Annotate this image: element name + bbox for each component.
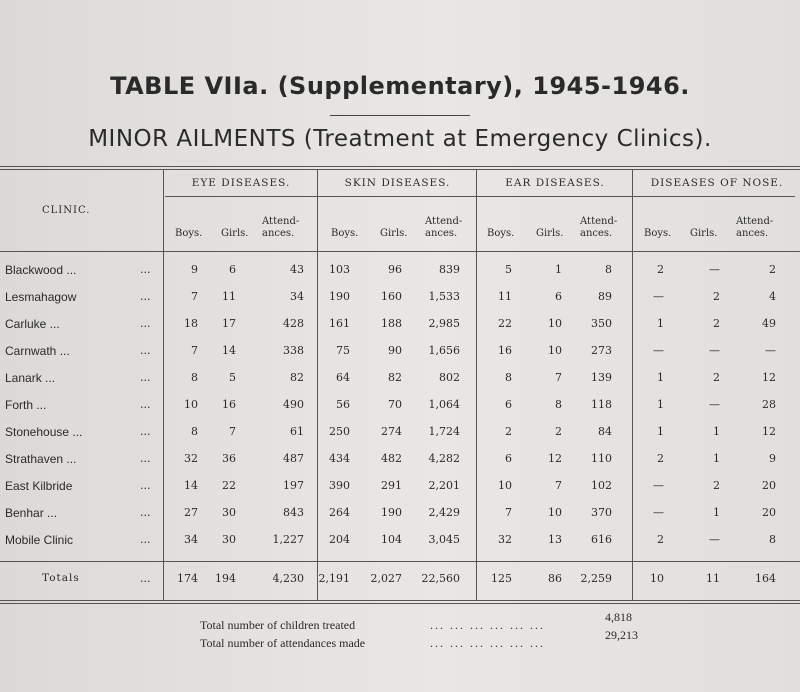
table-cell: 434 (329, 452, 350, 465)
footer-attendances-dots: ... ... ... ... ... ... (430, 636, 545, 650)
table-cell: 482 (381, 452, 402, 465)
ear-diseases-header: EAR DISEASES. (505, 177, 605, 189)
section-header-rule (165, 196, 795, 197)
boys-subheader: Boys. (487, 228, 515, 239)
leader-dots: ... (140, 452, 151, 465)
table-cell: 487 (283, 452, 304, 465)
table-cell: 6 (555, 290, 562, 303)
clinic-name: Mobile Clinic (5, 533, 74, 547)
totals-row (0, 572, 800, 592)
table-cell: 338 (283, 344, 304, 357)
table-cell: 118 (591, 398, 612, 411)
table-cell: — (653, 479, 664, 492)
table-cell: 8 (605, 263, 612, 276)
table-cell: — (765, 344, 776, 357)
attendances-subheader: Attend- (425, 216, 463, 227)
table-cell: 20 (762, 506, 776, 519)
table-row (0, 479, 800, 499)
table-cell: 7 (505, 506, 512, 519)
footer-attendances-value: 29,213 (605, 628, 638, 642)
clinic-name: Carnwath ... (5, 344, 70, 358)
table-cell: — (709, 263, 720, 276)
table-cell: 11 (222, 290, 236, 303)
table-cell: 27 (184, 506, 198, 519)
table-cell: 2,985 (428, 317, 460, 330)
table-cell: 49 (762, 317, 776, 330)
table-cell: 61 (290, 425, 304, 438)
table-cell: 174 (177, 572, 198, 585)
table-cell: 2 (713, 371, 720, 384)
clinic-column-header: CLINIC. (42, 205, 91, 216)
table-bottom-rule-2 (0, 603, 800, 604)
table-cell: 82 (290, 371, 304, 384)
table-cell: 102 (591, 479, 612, 492)
table-cell: — (653, 290, 664, 303)
clinic-name: Lanark ... (5, 371, 56, 385)
clinic-name: Benhar ... (5, 506, 58, 520)
table-cell: 34 (290, 290, 304, 303)
table-cell: 12 (548, 452, 562, 465)
table-cell: 7 (555, 371, 562, 384)
attendances-subheader: Attend- (262, 216, 300, 227)
table-cell: 1 (657, 425, 664, 438)
leader-dots: ... (140, 371, 151, 384)
table-cell: 6 (229, 263, 236, 276)
table-cell: 490 (283, 398, 304, 411)
table-cell: 188 (381, 317, 402, 330)
table-cell: 291 (381, 479, 402, 492)
table-cell: 161 (329, 317, 350, 330)
boys-subheader: Boys. (175, 228, 203, 239)
girls-subheader: Girls. (380, 228, 408, 239)
leader-dots: ... (140, 479, 151, 492)
clinic-name: Forth ... (5, 398, 47, 412)
table-row (0, 398, 800, 418)
table-cell: 8 (191, 371, 198, 384)
leader-dots: ... (140, 317, 151, 330)
table-cell: 1 (713, 452, 720, 465)
boys-subheader: Boys. (644, 228, 672, 239)
leader-dots: ... (140, 533, 151, 546)
table-cell: 10 (548, 317, 562, 330)
table-cell: 3,045 (428, 533, 460, 546)
girls-subheader: Girls. (690, 228, 718, 239)
table-cell: 250 (329, 425, 350, 438)
table-cell: 64 (336, 371, 350, 384)
table-cell: 17 (222, 317, 236, 330)
table-cell: 6 (505, 398, 512, 411)
table-row (0, 371, 800, 391)
table-cell: 89 (598, 290, 612, 303)
table-cell: 10 (184, 398, 198, 411)
table-cell: 8 (769, 533, 776, 546)
table-cell: 34 (184, 533, 198, 546)
table-cell: 104 (381, 533, 402, 546)
table-top-rule (0, 166, 800, 167)
table-cell: 197 (283, 479, 304, 492)
table-cell: 16 (222, 398, 236, 411)
table-cell: 8 (505, 371, 512, 384)
table-cell: 139 (591, 371, 612, 384)
table-cell: 264 (329, 506, 350, 519)
footer-children-dots: ... ... ... ... ... ... (430, 618, 545, 632)
table-cell: 1 (713, 506, 720, 519)
table-cell: 273 (591, 344, 612, 357)
clinic-name: Blackwood ... (5, 263, 77, 277)
table-cell: 2,259 (580, 572, 612, 585)
clinic-name: Stonehouse ... (5, 425, 83, 439)
table-cell: 164 (755, 572, 776, 585)
table-top-rule-2 (0, 169, 800, 170)
table-cell: 13 (548, 533, 562, 546)
table-cell: 14 (222, 344, 236, 357)
totals-top-rule (0, 561, 800, 562)
table-row (0, 452, 800, 472)
table-row (0, 425, 800, 445)
table-cell: 2 (505, 425, 512, 438)
leader-dots: ... (140, 290, 151, 303)
table-cell: 7 (229, 425, 236, 438)
attendances-subheader: Attend- (580, 216, 618, 227)
table-cell: 7 (191, 290, 198, 303)
leader-dots: ... (140, 263, 151, 276)
table-cell: 16 (498, 344, 512, 357)
table-cell: 190 (381, 506, 402, 519)
clinic-name: Lesmahagow (5, 290, 77, 304)
table-cell: 2 (713, 317, 720, 330)
table-cell: 370 (591, 506, 612, 519)
table-cell: 22 (222, 479, 236, 492)
table-cell: 43 (290, 263, 304, 276)
table-cell: 103 (329, 263, 350, 276)
table-cell: 11 (706, 572, 720, 585)
table-cell: 10 (498, 479, 512, 492)
table-cell: 7 (191, 344, 198, 357)
attendances-subheader: Attend- (736, 216, 774, 227)
table-cell: 10 (548, 344, 562, 357)
eye-diseases-header: EYE DISEASES. (191, 177, 291, 189)
table-cell: 2 (713, 479, 720, 492)
header-bottom-rule (0, 251, 800, 252)
table-cell: 86 (548, 572, 562, 585)
table-cell: 2 (713, 290, 720, 303)
table-cell: 1,656 (428, 344, 460, 357)
table-cell: 36 (222, 452, 236, 465)
attendances-subheader: ances. (580, 228, 613, 239)
table-cell: — (653, 506, 664, 519)
table-title: TABLE VIIa. (Supplementary), 1945-1946. (110, 72, 690, 100)
table-cell: 9 (769, 452, 776, 465)
table-cell: 190 (329, 290, 350, 303)
table-cell: 70 (388, 398, 402, 411)
girls-subheader: Girls. (221, 228, 249, 239)
table-cell: 11 (498, 290, 512, 303)
table-cell: 1,227 (272, 533, 304, 546)
table-cell: 10 (548, 506, 562, 519)
table-cell: 96 (388, 263, 402, 276)
table-cell: 1 (713, 425, 720, 438)
table-cell: 18 (184, 317, 198, 330)
table-cell: 1 (657, 317, 664, 330)
leader-dots: ... (140, 398, 151, 411)
table-cell: — (709, 398, 720, 411)
table-row (0, 290, 800, 310)
clinic-name: East Kilbride (5, 479, 73, 493)
table-cell: 5 (505, 263, 512, 276)
table-cell: 56 (336, 398, 350, 411)
attendances-subheader: ances. (262, 228, 295, 239)
table-cell: 32 (498, 533, 512, 546)
table-cell: 1 (657, 398, 664, 411)
table-cell: — (709, 344, 720, 357)
table-cell: 12 (762, 425, 776, 438)
table-cell: 6 (505, 452, 512, 465)
table-cell: 390 (329, 479, 350, 492)
table-subtitle: MINOR AILMENTS (Treatment at Emergency Clinics). (88, 126, 712, 152)
leader-dots: ... (140, 425, 151, 438)
table-cell: 194 (215, 572, 236, 585)
table-cell: 350 (591, 317, 612, 330)
table-bottom-rule (0, 600, 800, 601)
footer-children-value: 4,818 (605, 610, 632, 624)
table-cell: 7 (555, 479, 562, 492)
table-cell: 10 (650, 572, 664, 585)
table-cell: 2 (657, 533, 664, 546)
table-cell: 75 (336, 344, 350, 357)
table-cell: 2,429 (428, 506, 460, 519)
table-cell: 2 (657, 263, 664, 276)
table-cell: 1 (555, 263, 562, 276)
table-cell: 14 (184, 479, 198, 492)
totals-label: Totals (42, 572, 80, 584)
title-underline (330, 115, 470, 116)
table-cell: 8 (555, 398, 562, 411)
footer-attendances-label: Total number of attendances made (200, 636, 366, 650)
table-cell: 2,027 (370, 572, 402, 585)
table-cell: 4,282 (428, 452, 460, 465)
table-row (0, 506, 800, 526)
skin-diseases-header: SKIN DISEASES. (344, 177, 451, 189)
table-cell: 125 (491, 572, 512, 585)
boys-subheader: Boys. (331, 228, 359, 239)
footer-children-label: Total number of children treated (200, 618, 356, 632)
leader-dots: ... (140, 572, 151, 585)
table-cell: 2 (769, 263, 776, 276)
table-cell: 20 (762, 479, 776, 492)
nose-diseases-header: DISEASES OF NOSE. (650, 177, 784, 189)
table-cell: — (709, 533, 720, 546)
table-cell: 4,230 (272, 572, 304, 585)
table-cell: 32 (184, 452, 198, 465)
table-row (0, 344, 800, 364)
table-row (0, 263, 800, 283)
table-cell: 84 (598, 425, 612, 438)
table-cell: 30 (222, 506, 236, 519)
table-cell: 274 (381, 425, 402, 438)
table-cell: 12 (762, 371, 776, 384)
table-cell: 90 (388, 344, 402, 357)
table-cell: 2 (555, 425, 562, 438)
table-cell: 428 (283, 317, 304, 330)
table-cell: — (653, 344, 664, 357)
clinic-name: Strathaven ... (5, 452, 77, 466)
clinic-name: Carluke ... (5, 317, 60, 331)
girls-subheader: Girls. (536, 228, 564, 239)
leader-dots: ... (140, 344, 151, 357)
attendances-subheader: ances. (425, 228, 458, 239)
table-cell: 1 (657, 371, 664, 384)
leader-dots: ... (140, 506, 151, 519)
table-cell: 5 (229, 371, 236, 384)
table-cell: 28 (762, 398, 776, 411)
table-cell: 160 (381, 290, 402, 303)
table-cell: 82 (388, 371, 402, 384)
table-row (0, 533, 800, 553)
table-cell: 9 (191, 263, 198, 276)
attendances-subheader: ances. (736, 228, 769, 239)
table-cell: 1,533 (428, 290, 460, 303)
table-cell: 30 (222, 533, 236, 546)
table-row (0, 317, 800, 337)
table-cell: 2,201 (428, 479, 460, 492)
table-cell: 1,064 (428, 398, 460, 411)
table-cell: 843 (283, 506, 304, 519)
table-cell: 839 (439, 263, 460, 276)
table-cell: 802 (439, 371, 460, 384)
table-cell: 2,191 (318, 572, 350, 585)
table-cell: 110 (591, 452, 612, 465)
table-cell: 22 (498, 317, 512, 330)
table-cell: 4 (769, 290, 776, 303)
table-cell: 1,724 (428, 425, 460, 438)
table-cell: 8 (191, 425, 198, 438)
table-cell: 616 (591, 533, 612, 546)
table-cell: 22,560 (421, 572, 460, 585)
table-cell: 2 (657, 452, 664, 465)
table-cell: 204 (329, 533, 350, 546)
